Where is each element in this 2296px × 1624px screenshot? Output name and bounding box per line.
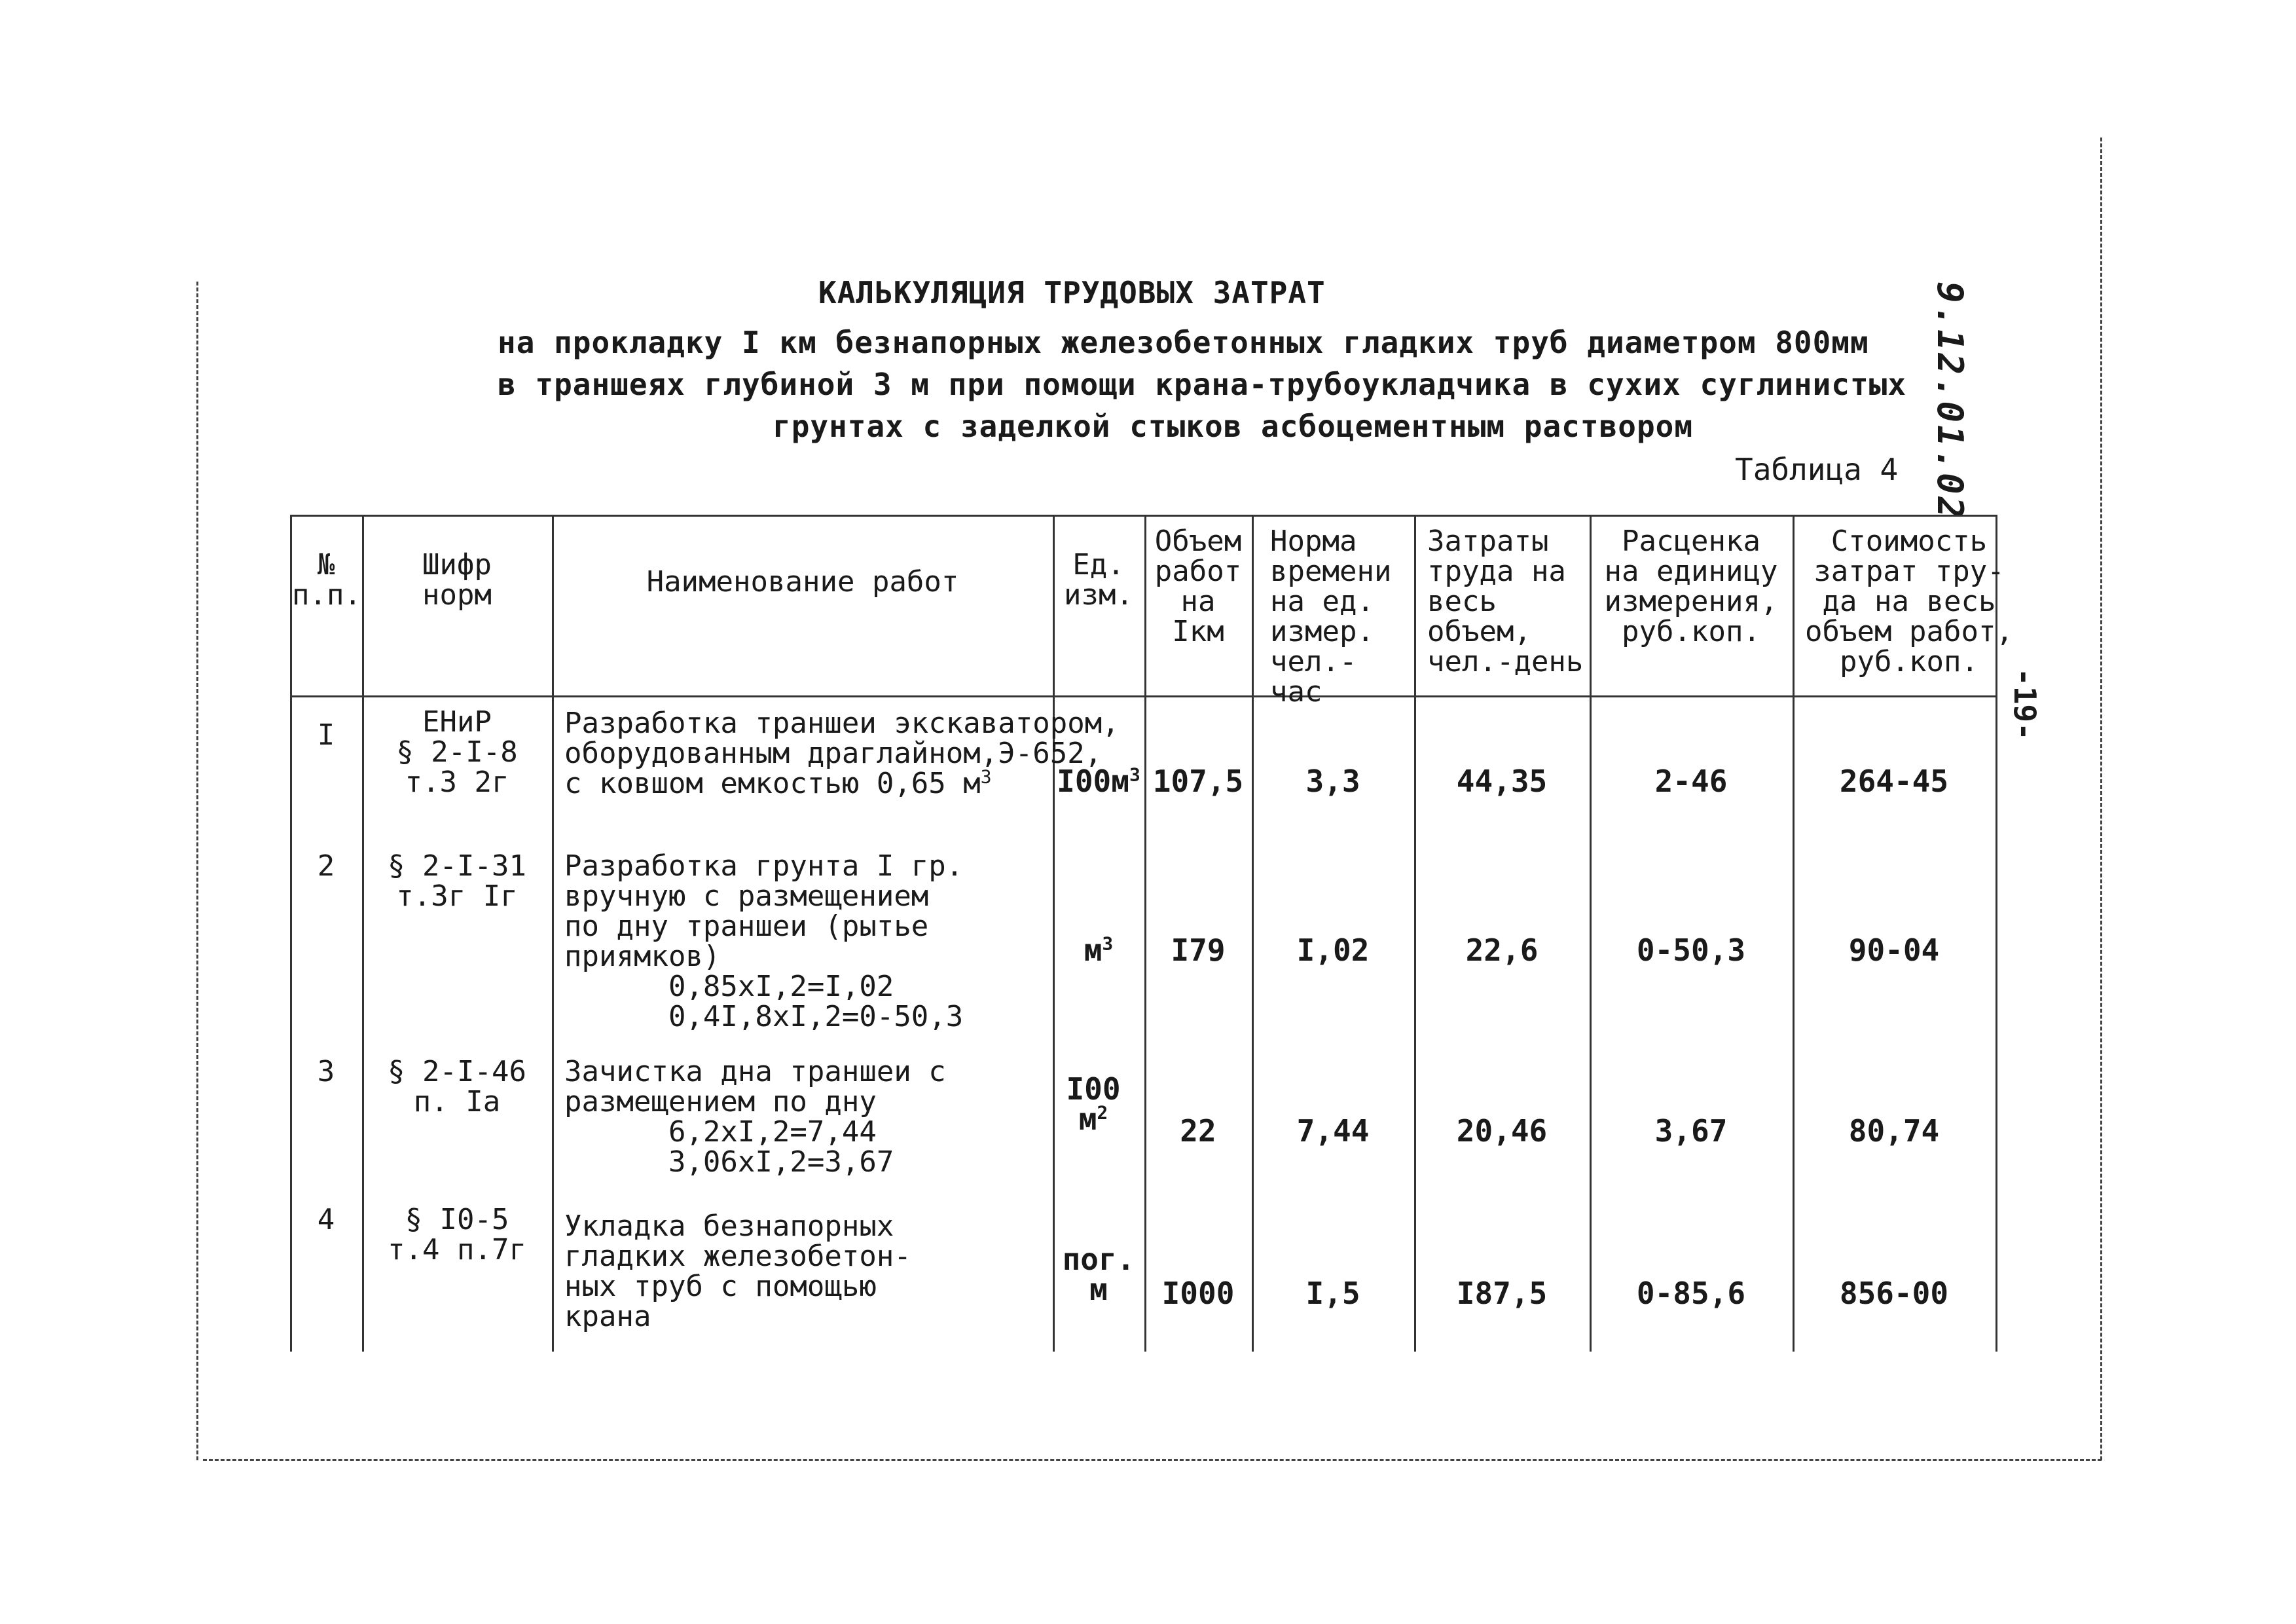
document-code: 9.12.01.02 [1929,282,1971,521]
header-labor: Затраты труда на весь объем, чел.-день [1427,525,1584,678]
row4-num: 4 [317,1203,335,1236]
title-line-4: грунтах с заделкой стыков асбоцементным раствором [773,409,1694,444]
header-norm: Норма времени на ед. измер. чел.- час [1270,525,1392,709]
header-code: Шифр норм [422,548,492,612]
table-label: Таблица 4 [1735,452,1899,487]
row1-code: ЕНиР § 2-I-8 т.3 2г [396,705,518,799]
frame-left-line [196,282,198,1460]
row4-labor: I87,5 [1456,1276,1548,1311]
frame-right-line [2100,138,2102,1460]
row1-rate: 2-46 [1654,764,1728,799]
row4-unit: пог. м [1062,1242,1135,1307]
row1-volume: 107,5 [1152,764,1244,799]
row2-unit: $м^3$ [1084,932,1114,968]
row2-name: Разработка грунта I гр. вручную с размещением по дну траншеи (рытье приямков) 0,85хI,2=I,02 0,4I,8хI,2=0-50,3 [564,849,964,1033]
row2-labor: 22,6 [1465,932,1539,968]
row3-rate: 3,67 [1654,1113,1728,1149]
title-line-2: на прокладку I км безнапорных железобетонных гладких труб диаметром 800мм [498,325,1869,360]
row1-labor: 44,35 [1456,764,1548,799]
row4-volume: I000 [1161,1276,1235,1311]
frame-bottom-line [203,1459,2102,1461]
col-border-2 [552,515,554,1352]
header-unit: Ед. изм. [1064,548,1133,612]
row3-code: § 2-I-46 п. Iа [388,1055,526,1118]
col-border-6 [1414,515,1416,1352]
row3-num: 3 [317,1055,335,1088]
row4-name: Укладка безнапорных гладких железобетон- ных труб с помощью крана [564,1209,911,1333]
title-line-3: в траншеях глубиной 3 м при помощи крана-трубоукладчика в сухих суглинистых [498,367,1907,402]
row3-cost: 80,74 [1848,1113,1940,1149]
row4-code: § I0-5 т.4 п.7г [388,1203,526,1266]
row3-norm: 7,44 [1296,1113,1370,1149]
row4-norm: I,5 [1305,1276,1360,1311]
row3-volume: 22 [1180,1113,1216,1149]
row2-volume: I79 [1171,932,1226,968]
title-main: КАЛЬКУЛЯЦИЯ ТРУДОВЫХ ЗАТРАТ [818,275,1326,310]
row1-num: I [317,718,335,752]
table-header-border [290,695,1997,697]
header-num: № п.п. [292,548,361,612]
header-cost: Стоимость затрат тру- да на весь объем работ, руб.коп. [1805,525,2013,678]
header-name: Наименование работ [646,565,959,599]
table-top-border [290,515,1997,517]
row3-unit: I00 $м^2$ [1066,1071,1121,1137]
row4-rate: 0-85,6 [1636,1276,1746,1311]
col-border-5 [1252,515,1254,1352]
header-volume: Объем работ на Iкм [1154,525,1242,648]
col-border-3 [1053,515,1055,1352]
row1-name: Разработка траншеи экскаватором, оборудованным драглайном,Э-652, с ковшом емкостью 0,65 $м^3$ [564,707,1120,800]
row4-cost: 856-00 [1839,1276,1949,1311]
row1-unit: $I00м^3$ [1057,764,1140,799]
row3-name: Зачистка дна траншеи с размещением по дну 6,2хI,2=7,44 3,06хI,2=3,67 [564,1055,946,1179]
header-rate: Расценка на единицу измерения, руб.коп. [1604,525,1778,648]
row2-cost: 90-04 [1848,932,1940,968]
row1-norm: 3,3 [1305,764,1360,799]
row2-rate: 0-50,3 [1636,932,1746,968]
row2-num: 2 [317,849,335,883]
row2-code: § 2-I-31 т.3г Iг [388,849,526,913]
row3-labor: 20,46 [1456,1113,1548,1149]
row1-cost: 264-45 [1839,764,1949,799]
page-number: -19- [2007,668,2043,741]
row2-norm: I,02 [1296,932,1370,968]
